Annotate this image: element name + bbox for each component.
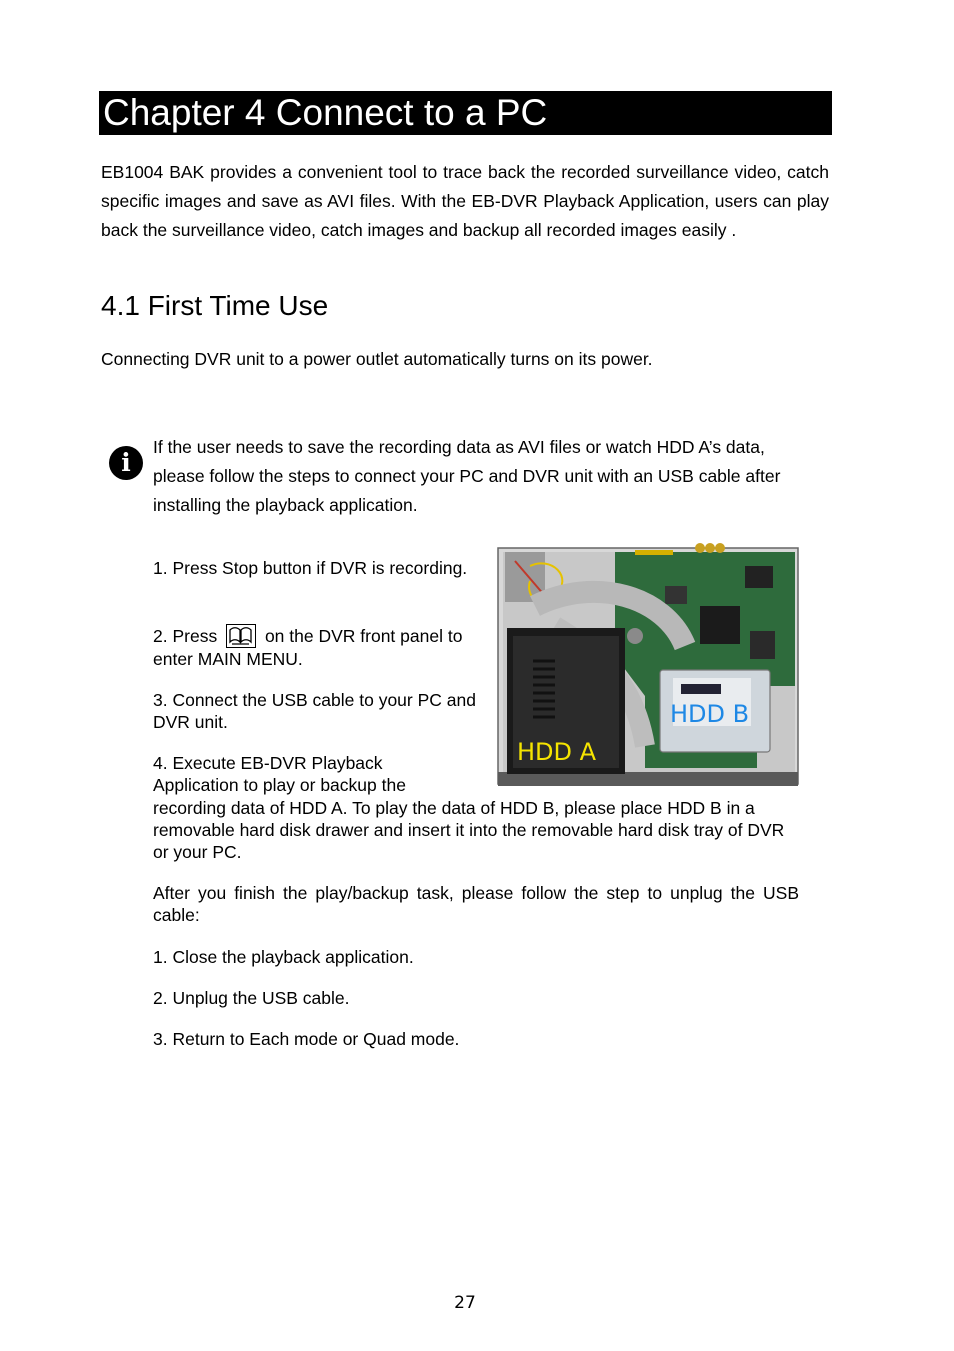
playback-book-icon (226, 624, 256, 648)
step-4-line-1: 4. Execute EB-DVR Playback (153, 753, 383, 773)
unplug-step-2: 2. Unplug the USB cable. (153, 988, 350, 1008)
step-4-start (153, 752, 476, 796)
step-4-continued: recording data of HDD A. To play the data of HDD B, please place HDD B in a removable hard disk drawer and insert it into the removable hard disk tray of DVR or your PC. (153, 798, 785, 862)
step-1: 1. Press Stop button if DVR is recording. (153, 558, 468, 578)
info-icon: i (109, 446, 143, 480)
step-2-prefix: 2. Press (153, 626, 218, 646)
unplug-step-3: 3. Return to Each mode or Quad mode. (153, 1029, 460, 1049)
hdd-a-label: HDD A (517, 738, 597, 766)
unplug-step-1: 1. Close the playback application. (153, 947, 414, 967)
section-paragraph: Connecting DVR unit to a power outlet automatically turns on its power. (101, 349, 653, 369)
step-4-line-2: Application to play or backup the (153, 775, 406, 795)
dvr-interior-photo (495, 536, 800, 791)
chapter-title: Chapter 4 Connect to a PC (99, 91, 832, 135)
intro-paragraph: EB1004 BAK provides a convenient tool to trace back the recorded surveillance video, catch specific images and save as AVI files. With the EB-DVR Playback Application, users can play back the surveillance video, catch images and backup all recorded images easily . (101, 162, 829, 240)
section-heading: 4.1 First Time Use (101, 290, 329, 321)
step-2-suffix: on the DVR front panel to enter MAIN MENU. (153, 626, 463, 669)
step-2 (153, 624, 476, 670)
page-number: 27 (454, 1293, 476, 1313)
hdd-b-label: HDD B (670, 700, 750, 728)
info-note: If the user needs to save the recording data as AVI files or watch HDD A’s data, please follow the steps to connect your PC and DVR unit with an USB cable after installing the playback application. (153, 437, 781, 515)
step-3: 3. Connect the USB cable to your PC and DVR unit. (153, 690, 476, 732)
unplug-intro: After you finish the play/backup task, please follow the step to unplug the USB cable: (153, 883, 799, 925)
